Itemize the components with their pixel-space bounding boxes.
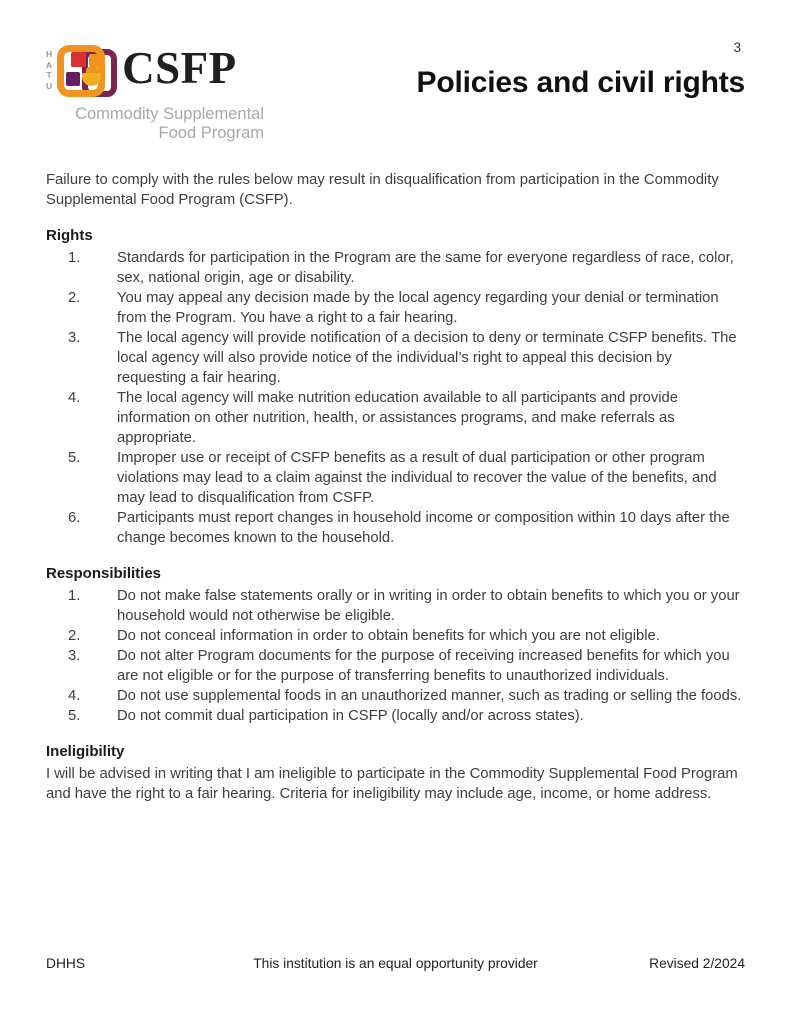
list-item: [46, 686, 745, 706]
list-item: [46, 586, 745, 626]
list-item-number: 4.: [68, 389, 81, 406]
page-title: Policies and civil rights: [416, 66, 745, 99]
list-item-text: You may appeal any decision made by the local agency regarding your denial or termination from the Program. You have a right to a fair hearing.: [117, 289, 719, 326]
footer-revision-date: Revised 2/2024: [649, 956, 745, 971]
page-number: 3: [733, 40, 741, 55]
footer-equal-opportunity-statement: This institution is an equal opportunity provider: [253, 956, 538, 971]
list-item-text: The local agency will provide notification of a decision to deny or terminate CSFP benefits. The local agency will also provide notice of the individual’s right to appeal this decision by requesting a fair hearing.: [117, 329, 737, 386]
list-item-text: Participants must report changes in household income or composition within 10 days after the change becomes known to the household.: [117, 509, 730, 546]
list-item-text: Improper use or receipt of CSFP benefits as a result of dual participation or other program violations may lead to a claim against the individual to recover the value of the benefits, and may lead to disqualification from CSFP.: [117, 449, 717, 506]
rights-section: [46, 227, 745, 548]
csfp-logo: [46, 42, 264, 144]
logo-tagline: [46, 105, 264, 144]
responsibilities-heading: Responsibilities: [46, 564, 162, 582]
header: [46, 42, 745, 144]
list-item-text: The local agency will make nutrition education available to all participants and provide information on other nutrition, health, or assistances programs, and make referrals as appropriate.: [117, 389, 678, 446]
list-item-number: 3.: [68, 647, 81, 664]
csfp-logo-icon: [55, 42, 119, 104]
footer-agency: DHHS: [46, 956, 86, 971]
list-item-text: Do not commit dual participation in CSFP (locally and/or across states).: [117, 707, 584, 724]
list-item: [46, 626, 745, 646]
list-item-number: 1.: [68, 249, 81, 266]
list-item-number: 5.: [68, 707, 81, 724]
logo-red-square-shape: [71, 52, 86, 67]
rights-list: [46, 248, 745, 548]
list-item: [46, 388, 745, 448]
list-item-number: 3.: [68, 329, 81, 346]
list-item-text: Do not make false statements orally or in writing in order to obtain benefits to which you or your household would not otherwise be eligible.: [117, 587, 740, 624]
list-item: [46, 248, 745, 288]
list-item: [46, 288, 745, 328]
logo-top-row: [46, 42, 264, 104]
list-item-number: 1.: [68, 587, 81, 604]
list-item-number: 4.: [68, 687, 81, 704]
ineligibility-section: [46, 743, 745, 804]
logo-tagline-line2: Food Program: [158, 124, 264, 143]
logo-acronym: CSFP: [122, 43, 237, 93]
logo-purple-square-shape: [66, 72, 80, 86]
list-item-number: 6.: [68, 509, 81, 526]
footer: [46, 956, 745, 976]
intro-paragraph: Failure to comply with the rules below may result in disqualification from participation in the Commodity Supplemental Food Program (CSFP).: [46, 171, 719, 208]
list-item: [46, 706, 745, 726]
list-item: [46, 646, 745, 686]
list-item-text: Standards for participation in the Program are the same for everyone regardless of race, color, sex, national origin, age or disability.: [117, 249, 734, 286]
list-item-number: 2.: [68, 627, 81, 644]
logo-orange-square-shape: [89, 54, 102, 67]
list-item-text: Do not conceal information in order to obtain benefits for which you are not eligible.: [117, 627, 660, 644]
list-item-number: 2.: [68, 289, 81, 306]
list-item: [46, 508, 745, 548]
list-item-text: Do not alter Program documents for the purpose of receiving increased benefits for which you are not eligible or for the purpose of transferring benefits to unauthorized individuals.: [117, 647, 730, 684]
ineligibility-heading: Ineligibility: [46, 742, 125, 760]
list-item-text: Do not use supplemental foods in an unauthorized manner, such as trading or selling the foods.: [117, 687, 742, 704]
list-item-number: 5.: [68, 449, 81, 466]
logo-tagline-line1: Commodity Supplemental: [75, 105, 264, 123]
list-item: [46, 448, 745, 508]
responsibilities-section: [46, 565, 745, 726]
responsibilities-list: [46, 586, 745, 726]
list-item: [46, 328, 745, 388]
rights-heading: Rights: [46, 226, 93, 244]
ineligibility-paragraph: I will be advised in writing that I am ineligible to participate in the Commodity Supplemental Food Program and have the right to a fair hearing. Criteria for ineligibility may include age, income, or home address.: [46, 765, 738, 802]
logo-state-vertical-text: U T A H: [46, 49, 53, 91]
